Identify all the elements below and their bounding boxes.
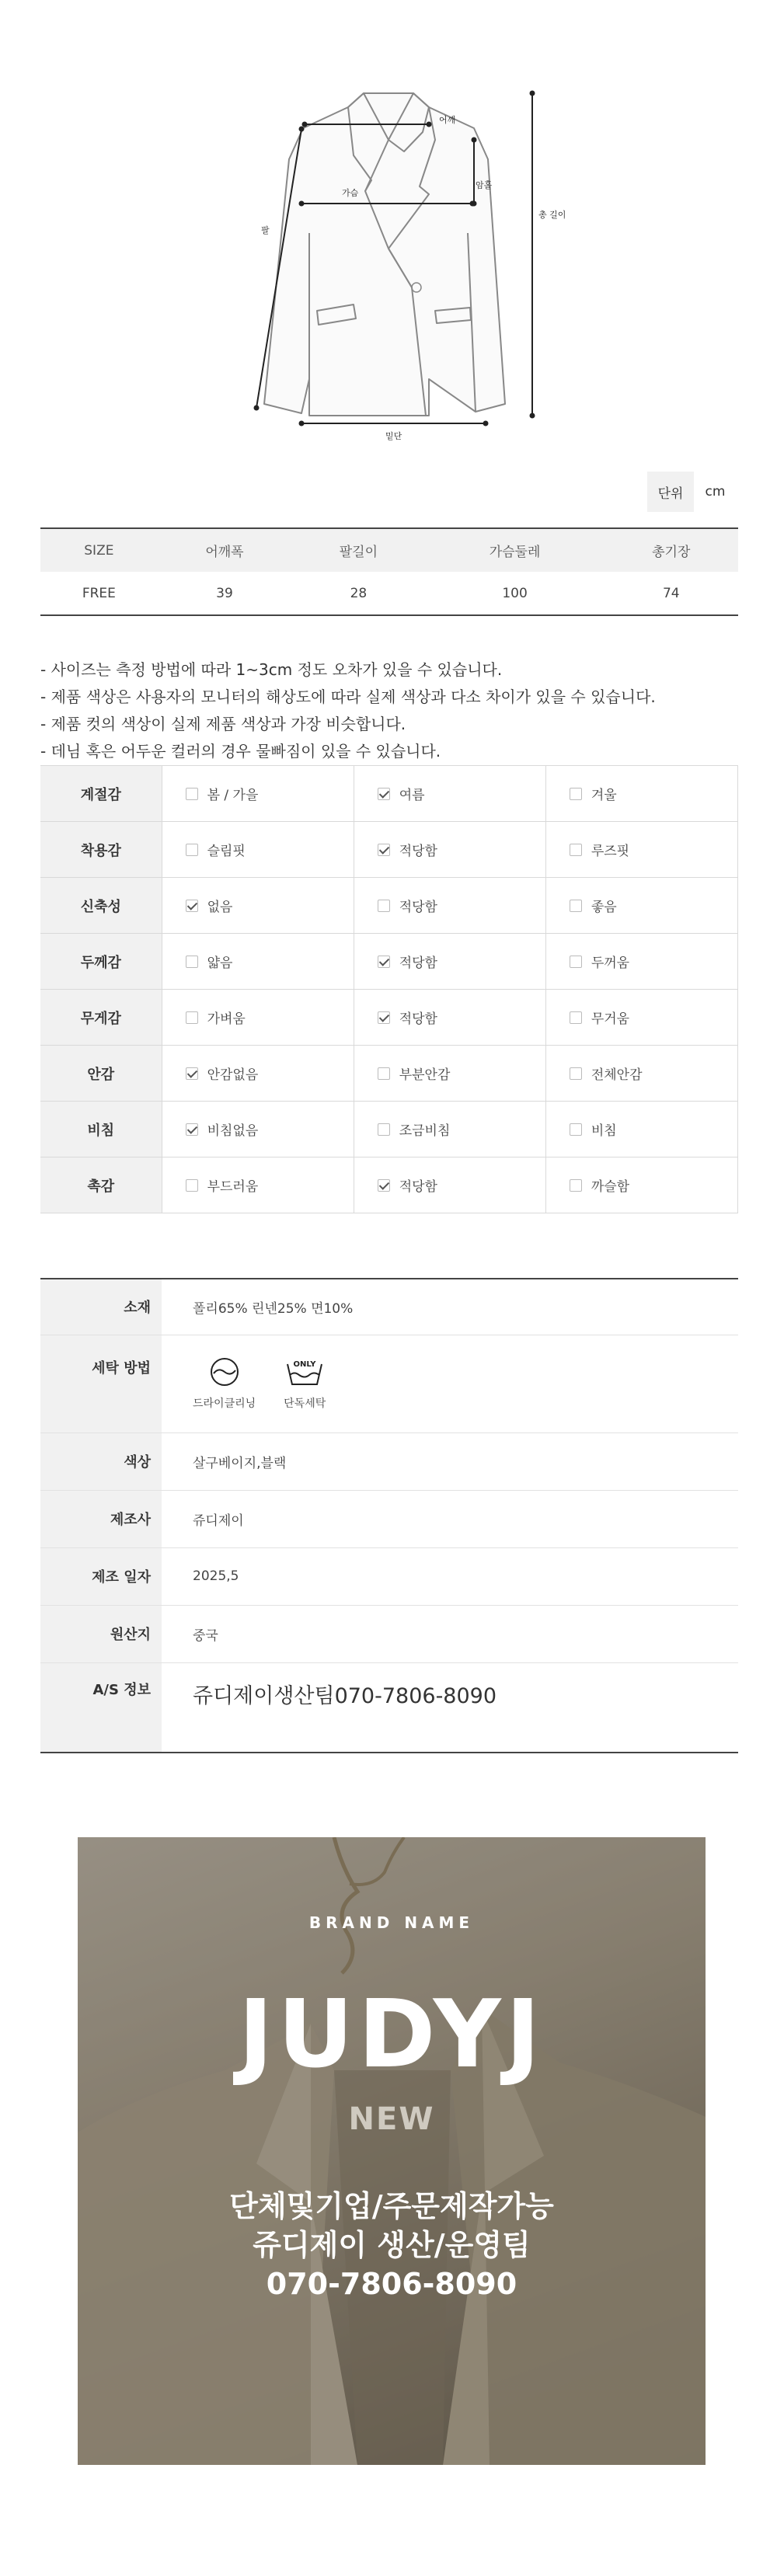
banner-new-tag: NEW bbox=[348, 2101, 435, 2137]
attribute-option-label: 적당함 bbox=[399, 844, 437, 859]
attribute-option-label: 가벼움 bbox=[207, 1011, 246, 1027]
attribute-label: 착용감 bbox=[40, 822, 162, 878]
hem-label: 밑단 bbox=[385, 431, 402, 441]
info-label-maker: 제조사 bbox=[40, 1490, 162, 1547]
attribute-row bbox=[40, 1157, 738, 1213]
attribute-option-label: 루즈핏 bbox=[591, 844, 630, 859]
checked-checkbox-icon bbox=[378, 1011, 390, 1024]
size-header-shoulder: 어깨폭 bbox=[158, 528, 291, 572]
attribute-option bbox=[354, 822, 545, 878]
attribute-row bbox=[40, 822, 738, 878]
checked-checkbox-icon bbox=[186, 1067, 198, 1080]
info-label-material: 소재 bbox=[40, 1279, 162, 1335]
unchecked-checkbox-icon bbox=[570, 788, 582, 800]
attribute-option-label: 얇음 bbox=[207, 956, 233, 971]
info-row-color bbox=[40, 1432, 738, 1490]
size-notes bbox=[40, 656, 755, 765]
attribute-option bbox=[545, 934, 737, 990]
attribute-option bbox=[545, 822, 737, 878]
checked-checkbox-icon bbox=[378, 788, 390, 800]
attribute-option bbox=[162, 822, 354, 878]
size-table bbox=[40, 527, 738, 616]
attribute-option-item bbox=[186, 1008, 354, 1027]
attribute-option bbox=[354, 1157, 545, 1213]
attribute-label: 두께감 bbox=[40, 934, 162, 990]
attribute-option bbox=[545, 1102, 737, 1157]
size-diagram bbox=[0, 0, 777, 466]
attribute-option bbox=[162, 766, 354, 822]
table-row bbox=[40, 572, 738, 615]
attribute-option bbox=[354, 878, 545, 934]
attribute-row bbox=[40, 1046, 738, 1102]
attribute-option-item bbox=[570, 1063, 737, 1083]
attribute-option bbox=[162, 990, 354, 1046]
attribute-option-label: 전체안감 bbox=[591, 1067, 643, 1083]
note-item: - 사이즈는 측정 방법에 따라 1~3cm 정도 오차가 있을 수 있습니다. bbox=[40, 660, 503, 679]
unchecked-checkbox-icon bbox=[570, 844, 582, 856]
attribute-option bbox=[162, 1046, 354, 1102]
checked-checkbox-icon bbox=[186, 1123, 198, 1136]
unit-value: cm bbox=[705, 484, 726, 500]
attribute-option-item bbox=[570, 1175, 737, 1195]
attribute-option-item bbox=[186, 1119, 354, 1139]
attribute-option-label: 부드러움 bbox=[207, 1179, 259, 1195]
jacket-illustration bbox=[0, 0, 777, 466]
info-label-date: 제조 일자 bbox=[40, 1547, 162, 1605]
attribute-option-label: 까슬함 bbox=[591, 1179, 630, 1195]
unchecked-checkbox-icon bbox=[570, 956, 582, 968]
washing-icons bbox=[193, 1356, 738, 1411]
attribute-option bbox=[162, 1157, 354, 1213]
attribute-option bbox=[162, 934, 354, 990]
info-value-date: 2025,5 bbox=[162, 1547, 738, 1605]
note-item: - 데님 혹은 어두운 컬러의 경우 물빠짐이 있을 수 있습니다. bbox=[40, 742, 441, 761]
unchecked-checkbox-icon bbox=[570, 1123, 582, 1136]
attribute-option-label: 슬림핏 bbox=[207, 844, 246, 859]
attribute-row bbox=[40, 766, 738, 822]
attribute-option-label: 안감없음 bbox=[207, 1067, 259, 1083]
attribute-option-item bbox=[378, 1119, 545, 1139]
armhole-label: 암홀 bbox=[476, 180, 493, 190]
attribute-option-label: 좋음 bbox=[591, 900, 617, 915]
unchecked-checkbox-icon bbox=[186, 956, 198, 968]
attribute-option-item bbox=[570, 784, 737, 803]
attribute-row bbox=[40, 878, 738, 934]
unchecked-checkbox-icon bbox=[570, 900, 582, 912]
attribute-option-label: 겨울 bbox=[591, 788, 617, 803]
unchecked-checkbox-icon bbox=[186, 788, 198, 800]
unchecked-checkbox-icon bbox=[378, 1123, 390, 1136]
attribute-option-item bbox=[378, 1175, 545, 1195]
size-header-size: SIZE bbox=[40, 528, 158, 572]
info-value-as: 쥬디제이생산팀070-7806-8090 bbox=[193, 1683, 497, 1708]
size-cell-length: 74 bbox=[605, 572, 738, 615]
unchecked-checkbox-icon bbox=[570, 1179, 582, 1192]
checked-checkbox-icon bbox=[378, 956, 390, 968]
attribute-label: 계절감 bbox=[40, 766, 162, 822]
shoulder-label: 어깨 bbox=[439, 115, 456, 125]
attribute-option-label: 조금비침 bbox=[399, 1123, 451, 1139]
unchecked-checkbox-icon bbox=[570, 1011, 582, 1024]
attribute-option bbox=[354, 1102, 545, 1157]
attribute-option-label: 적당함 bbox=[399, 1011, 437, 1027]
info-row-material bbox=[40, 1279, 738, 1335]
checked-checkbox-icon bbox=[378, 1179, 390, 1192]
attribute-option-item bbox=[570, 896, 737, 915]
info-row-as bbox=[40, 1662, 738, 1753]
size-cell-sleeve: 28 bbox=[291, 572, 425, 615]
wash-label-hand-wash: 단독세탁 bbox=[284, 1398, 326, 1410]
attribute-option-item bbox=[378, 784, 545, 803]
info-label-origin: 원산지 bbox=[40, 1605, 162, 1662]
attribute-option-label: 적당함 bbox=[399, 900, 437, 915]
wash-label-dry-clean: 드라이클리닝 bbox=[193, 1398, 256, 1410]
unchecked-checkbox-icon bbox=[570, 1067, 582, 1080]
unchecked-checkbox-icon bbox=[186, 844, 198, 856]
unchecked-checkbox-icon bbox=[378, 1067, 390, 1080]
attribute-option-item bbox=[570, 1008, 737, 1027]
attribute-option-label: 여름 bbox=[399, 788, 425, 803]
attribute-option-item bbox=[378, 840, 545, 859]
info-label-as: A/S 정보 bbox=[40, 1662, 162, 1753]
unit-label: 단위 bbox=[647, 472, 694, 512]
attribute-option-item bbox=[378, 1008, 545, 1027]
attribute-option-item bbox=[186, 952, 354, 971]
attribute-option-item bbox=[186, 896, 354, 915]
note-item: - 제품 색상은 사용자의 모니터의 해상도에 따라 실제 색상과 다소 차이가 있을 수 있습니다. bbox=[40, 688, 656, 706]
info-value-origin: 중국 bbox=[162, 1605, 738, 1662]
attribute-option-label: 적당함 bbox=[399, 1179, 437, 1195]
unchecked-checkbox-icon bbox=[186, 1011, 198, 1024]
size-header-chest: 가슴둘레 bbox=[426, 528, 605, 572]
info-value-washing bbox=[162, 1335, 738, 1432]
size-cell-size: FREE bbox=[40, 572, 158, 615]
note-item: - 제품 컷의 색상이 실제 제품 색상과 가장 비슷합니다. bbox=[40, 715, 406, 733]
length-label: 총 길이 bbox=[538, 210, 566, 220]
attribute-option-item bbox=[186, 1175, 354, 1195]
info-value-material: 폴리65% 린넨25% 면10% bbox=[162, 1279, 738, 1335]
attribute-option bbox=[354, 766, 545, 822]
sleeve-label: 팔 bbox=[261, 225, 270, 235]
brand-banner bbox=[78, 1837, 706, 2465]
product-info-table bbox=[40, 1278, 738, 1753]
attribute-option-label: 비침없음 bbox=[207, 1123, 259, 1139]
attribute-option bbox=[545, 1157, 737, 1213]
info-label-color: 색상 bbox=[40, 1432, 162, 1490]
attribute-option bbox=[545, 1046, 737, 1102]
checked-checkbox-icon bbox=[186, 900, 198, 912]
size-table-header bbox=[40, 528, 738, 572]
attribute-option-label: 무거움 bbox=[591, 1011, 630, 1027]
dry-clean-icon bbox=[207, 1356, 242, 1387]
attribute-option-label: 없음 bbox=[207, 900, 233, 915]
banner-brand-name: JUDYJ bbox=[238, 1981, 545, 2089]
banner-line: 단체및기업/주문제작가능 bbox=[229, 2189, 554, 2223]
attribute-label: 무게감 bbox=[40, 990, 162, 1046]
attribute-option-label: 부분안감 bbox=[399, 1067, 451, 1083]
info-value-color: 살구베이지,블랙 bbox=[162, 1432, 738, 1490]
attribute-option bbox=[162, 1102, 354, 1157]
banner-line: 070-7806-8090 bbox=[266, 2267, 517, 2301]
attribute-option-item bbox=[570, 840, 737, 859]
attribute-option-label: 봄 / 가을 bbox=[207, 788, 259, 803]
attribute-option bbox=[545, 878, 737, 934]
attribute-option bbox=[162, 878, 354, 934]
size-cell-chest: 100 bbox=[426, 572, 605, 615]
attribute-option-item bbox=[570, 952, 737, 971]
attribute-option bbox=[545, 990, 737, 1046]
size-cell-shoulder: 39 bbox=[158, 572, 291, 615]
attribute-option bbox=[354, 934, 545, 990]
attribute-option bbox=[354, 1046, 545, 1102]
attribute-option-item bbox=[378, 1063, 545, 1083]
size-header-sleeve: 팔길이 bbox=[291, 528, 425, 572]
attribute-option-item bbox=[186, 840, 354, 859]
attribute-option-label: 두꺼움 bbox=[591, 956, 630, 971]
info-label-washing: 세탁 방법 bbox=[40, 1335, 162, 1432]
attribute-row bbox=[40, 934, 738, 990]
unit-indicator bbox=[647, 472, 737, 512]
info-value-maker: 쥬디제이 bbox=[162, 1490, 738, 1547]
info-row-washing bbox=[40, 1335, 738, 1432]
attribute-row bbox=[40, 990, 738, 1046]
attribute-option-item bbox=[378, 952, 545, 971]
attribute-label: 촉감 bbox=[40, 1157, 162, 1213]
attribute-label: 비침 bbox=[40, 1102, 162, 1157]
attribute-option-label: 비침 bbox=[591, 1123, 617, 1139]
wash-only-badge: ONLY bbox=[293, 1360, 316, 1369]
info-row-date bbox=[40, 1547, 738, 1605]
wash-item-hand-wash bbox=[284, 1356, 326, 1411]
chest-label: 가슴 bbox=[342, 188, 359, 198]
info-row-maker bbox=[40, 1490, 738, 1547]
attribute-option-item bbox=[570, 1119, 737, 1139]
size-header-length: 총기장 bbox=[605, 528, 738, 572]
attribute-option-item bbox=[378, 896, 545, 915]
banner-line: 쥬디제이 생산/운영팀 bbox=[253, 2228, 531, 2262]
attribute-label: 신축성 bbox=[40, 878, 162, 934]
attribute-option-label: 적당함 bbox=[399, 956, 437, 971]
attribute-label: 안감 bbox=[40, 1046, 162, 1102]
wash-item-dry-clean bbox=[193, 1356, 256, 1411]
unchecked-checkbox-icon bbox=[378, 900, 390, 912]
unchecked-checkbox-icon bbox=[186, 1179, 198, 1192]
info-row-origin bbox=[40, 1605, 738, 1662]
attribute-option bbox=[354, 990, 545, 1046]
attribute-option-item bbox=[186, 1063, 354, 1083]
checked-checkbox-icon bbox=[378, 844, 390, 856]
attribute-option-item bbox=[186, 784, 354, 803]
attribute-option bbox=[545, 766, 737, 822]
banner-subtitle: BRAND NAME bbox=[308, 1913, 475, 1932]
attribute-row bbox=[40, 1102, 738, 1157]
attribute-grid bbox=[40, 765, 738, 1213]
banner-contact bbox=[78, 2187, 706, 2303]
hand-wash-only-icon bbox=[285, 1356, 324, 1387]
